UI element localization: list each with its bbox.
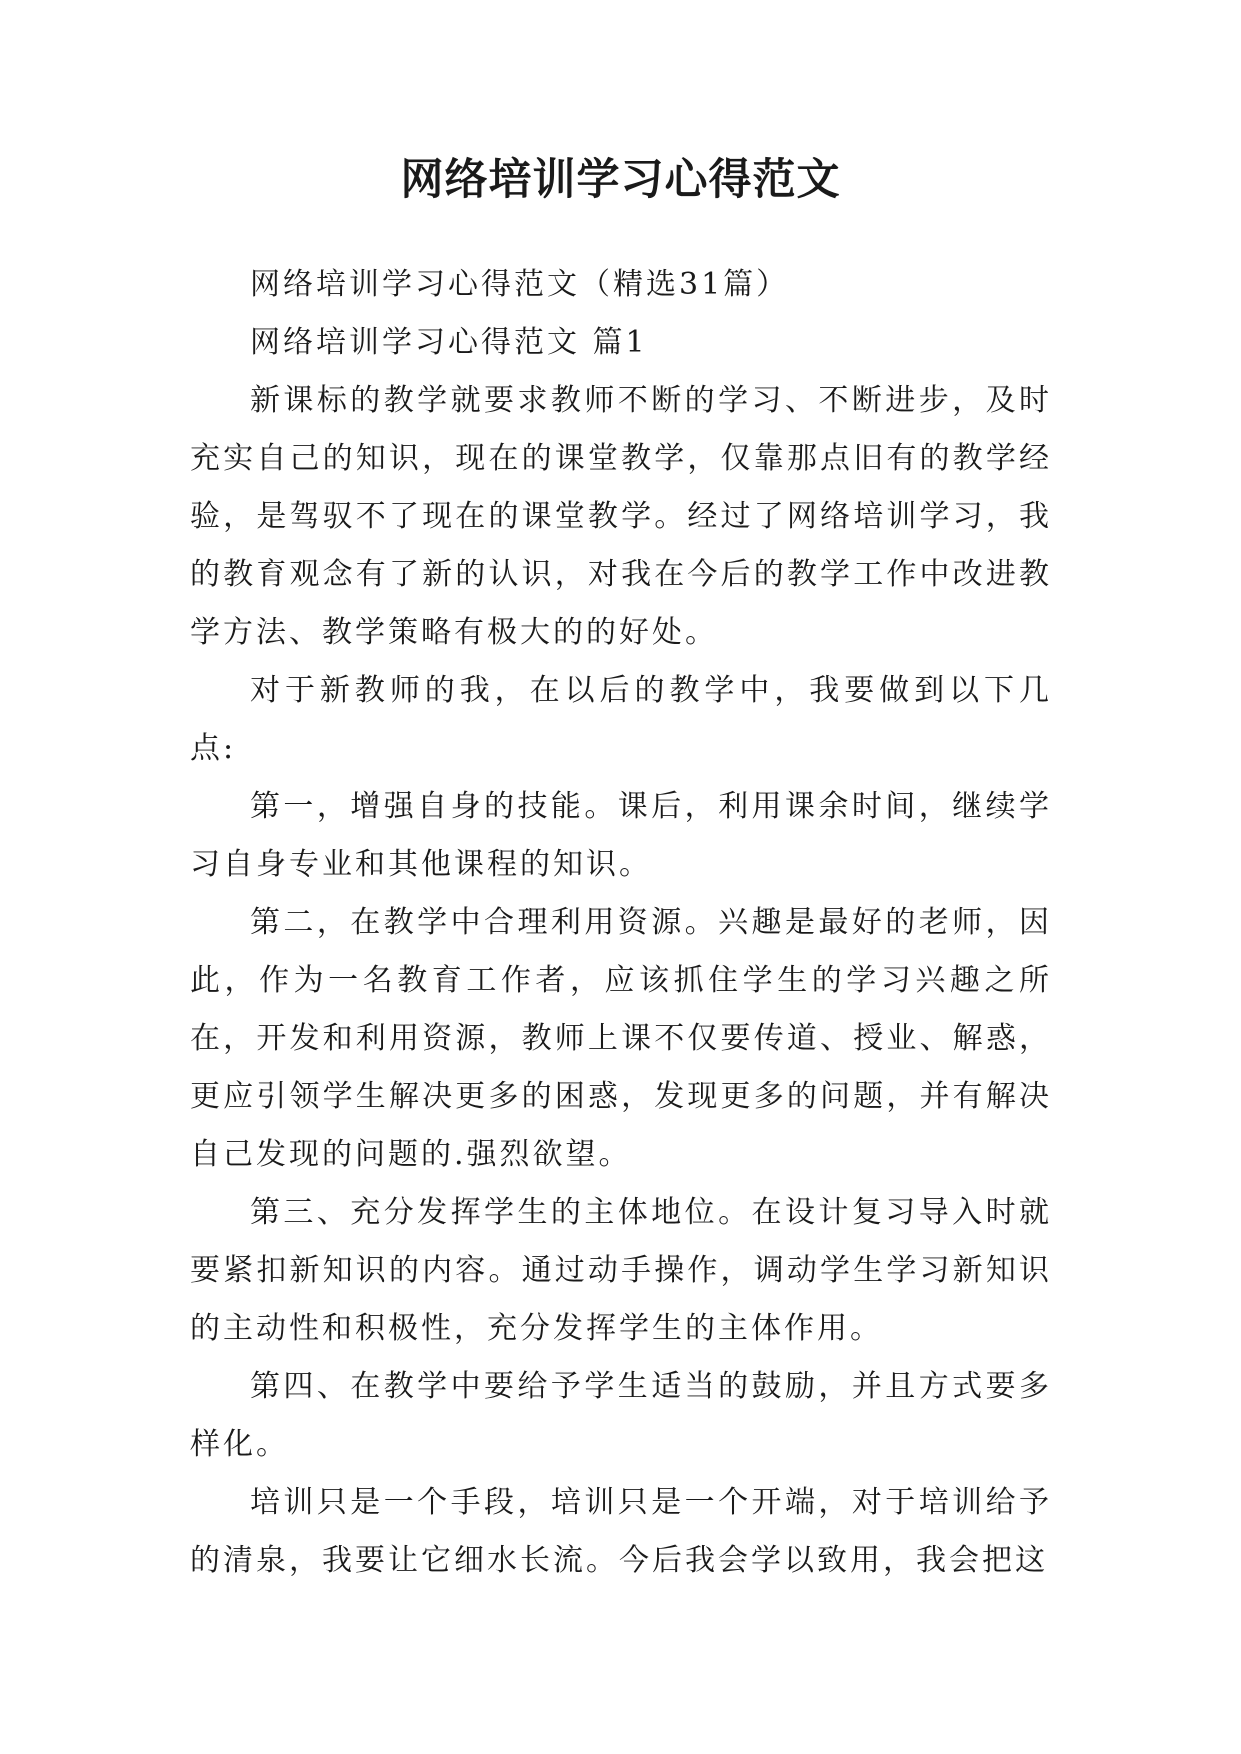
body-paragraph: 第二，在教学中合理利用资源。兴趣是最好的老师，因此，作为一名教育工作者，应该抓住学生的学习兴趣之所在，开发和利用资源，教师上课不仅要传道、授业、解惑，更应引领学生解决更多的困惑，发现更多的问题，并有解决自己发现的问题的.强烈欲望。: [190, 905, 1052, 1172]
document-body: [190, 256, 1052, 1590]
subtitle-paragraph: 网络培训学习心得范文（精选31篇）: [250, 267, 790, 302]
body-paragraph: 第三、充分发挥学生的主体地位。在设计复习导入时就要紧扣新知识的内容。通过动手操作，调动学生学习新知识的主动性和积极性，充分发挥学生的主体作用。: [190, 1195, 1052, 1346]
body-paragraph: 培训只是一个手段，培训只是一个开端，对于培训给予的清泉，我要让它细水长流。今后我会学以致用，我会把这: [190, 1485, 1052, 1578]
body-paragraph: 对于新教师的我，在以后的教学中，我要做到以下几点:: [190, 673, 1052, 766]
body-paragraph: 第一，增强自身的技能。课后，利用课余时间，继续学习自身专业和其他课程的知识。: [190, 789, 1052, 882]
body-paragraph: 第四、在教学中要给予学生适当的鼓励，并且方式要多样化。: [190, 1369, 1052, 1462]
document-title: 网络培训学习心得范文: [400, 155, 841, 205]
body-paragraph: 新课标的教学就要求教师不断的学习、不断进步，及时充实自己的知识，现在的课堂教学，仅靠那点旧有的教学经验，是驾驭不了现在的课堂教学。经过了网络培训学习，我的教育观念有了新的认识，对我在今后的教学工作中改进教学方法、教学策略有极大的的好处。: [190, 383, 1052, 650]
section-heading: 网络培训学习心得范文 篇1: [250, 325, 648, 360]
